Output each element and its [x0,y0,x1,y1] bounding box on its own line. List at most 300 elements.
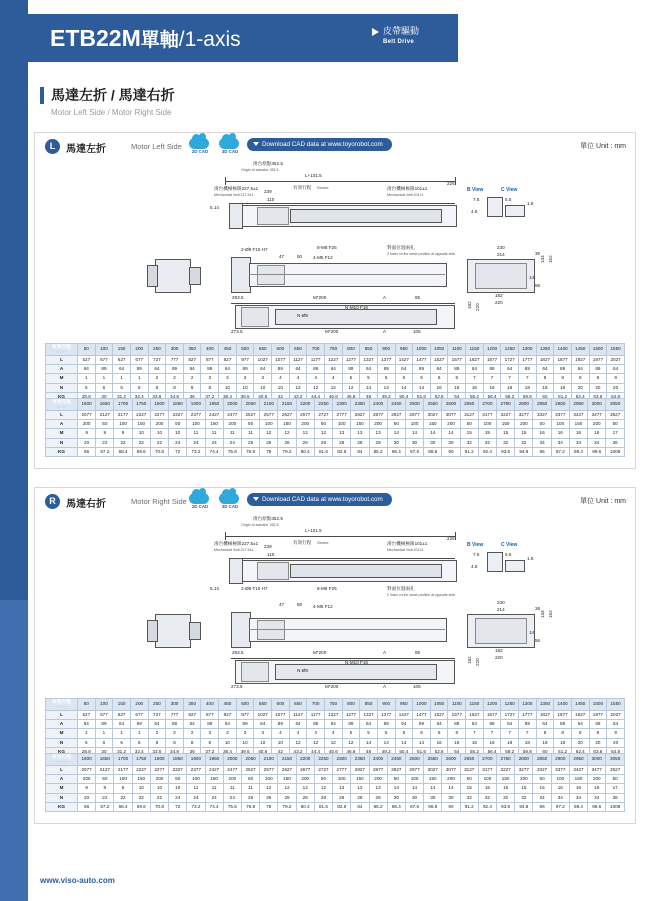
table-cell: 64 [254,365,272,374]
table-column-header: 1400 [554,699,572,711]
table-cell: 12 [260,429,278,438]
dim-4-5: 4.5 [471,209,478,214]
table-cell: 8 [571,374,589,383]
table-column-header: 700 [307,344,325,356]
table-cell: 28.8 [78,747,96,756]
table-cell: 2 [166,374,184,383]
table-cell: 67.2 [96,802,114,811]
table-row [46,775,625,784]
table-row [46,729,625,738]
dim-stroke-cn: 有效行程 [293,540,312,545]
technical-drawing-right [35,514,635,694]
table-cell: 14 [395,383,413,392]
dim-226: 226 [447,181,455,186]
table-cell: 2327 [169,411,187,420]
dim-293-5: 293.5 [232,295,244,300]
table-cell: 5 [395,374,413,383]
table-cell: 150 [424,775,442,784]
dim-5-5: 5.5 [505,197,512,202]
cad-2d-icon[interactable] [187,493,213,509]
table-cell: 2477 [223,411,241,420]
table-cell: 2777 [333,411,351,420]
table-column-header: 2850 [533,754,551,766]
table-column-header: 1050 [430,344,448,356]
table-cell: 64 [113,365,131,374]
table-cell: 12 [324,738,342,747]
table-column-header: 1950 [205,399,223,411]
table-column-header: 400 [201,344,219,356]
table-cell: 26 [260,438,278,447]
table-cell: 11 [241,429,259,438]
table-cell: 34 [569,793,587,802]
table-column-header: 900 [377,699,395,711]
table-cell: 1527 [430,711,448,720]
table-cell: 43.2 [289,392,307,401]
table-column-header: 3050 [606,399,625,411]
table-cell: 6 [413,374,431,383]
table-column-header: 2500 [405,754,423,766]
table-cell: 68.4 [114,447,132,456]
table-cell: 4 [324,374,342,383]
table-cell: 2077 [78,411,96,420]
table-column-header: 550 [254,344,272,356]
table-cell: 45.6 [324,392,342,401]
table-cell: 92.4 [478,447,496,456]
table-cell: 100 [478,420,496,429]
table-cell: 200 [442,775,460,784]
table-cell: 14 [405,429,423,438]
table-cell: 13 [333,429,351,438]
table-cell: 50 [533,775,551,784]
table-cell: 42 [272,747,290,756]
table-cell: 3227 [497,411,515,420]
table-cell: 32.4 [130,392,148,401]
cad-3d-label: 3D CAD [221,504,239,509]
table-cell: 100 [187,775,205,784]
table-column-header: 450 [219,344,237,356]
title-cn: 單軸 [140,30,179,51]
dim-110: 110 [267,552,275,557]
table-cell: 20 [589,738,607,747]
table-cell: 1008 [606,447,625,456]
dim-14: 14 [529,275,535,280]
table-cell: 22 [132,793,150,802]
table-cell: 26 [260,793,278,802]
table-cell: 2277 [150,766,168,775]
table-column-header: 1250 [501,344,519,356]
table-cell: 14 [387,784,405,793]
table-cell: 2977 [405,411,423,420]
dim-182: 182 [495,648,503,653]
dim-56: 56 [535,638,541,643]
table-cell: 50 [387,775,405,784]
table-cell: 2127 [96,766,114,775]
table-cell: 6 [78,738,96,747]
spec-table-2 [45,753,625,812]
table-row-label: N [46,383,78,392]
table-column-header: 2150 [278,399,296,411]
table-cell: 16 [551,784,569,793]
table-cell: 2 [183,729,201,738]
table-cell: 28 [333,438,351,447]
table-column-header: 1600 [78,754,96,766]
table-cell: 15 [497,429,515,438]
table-cell: 40.8 [254,747,272,756]
table-column-header: 2700 [478,754,496,766]
table-cell: 64 [289,720,307,729]
dim-note-en: 2 holes on the same position at opposite side. [387,593,456,597]
table-cell: 8 [166,738,184,747]
download-cad-button[interactable] [247,138,392,151]
download-cad-button[interactable] [247,493,392,506]
table-column-header: 2950 [569,399,587,411]
dim-limit2-en: Mechanical limit 101±1 [387,193,424,197]
table-cell: 28 [369,793,387,802]
table-cell: 8 [166,383,184,392]
table-row-header: 有效行程 Stroke [46,399,78,411]
table-cell: 100 [405,420,423,429]
table-cell: 7 [466,374,484,383]
table-cell: 200 [78,775,96,784]
table-column-header: 1200 [483,344,501,356]
table-cell: 7 [519,729,537,738]
dim-limit-cn: 滑台機械極限227.5±1 [214,186,259,191]
table-row-label: L [46,411,78,420]
table-cell: 2727 [314,411,332,420]
table-cell: 12 [314,429,332,438]
dim-85: 85 [415,295,421,300]
table-cell: 36 [606,793,625,802]
table-column-header: 900 [377,344,395,356]
table-column-header: 650 [289,344,307,356]
table-column-header: 1700 [114,754,132,766]
table-column-header: 1500 [589,699,607,711]
table-cell: 24 [223,793,241,802]
table-cell: 9 [96,784,114,793]
table-cell: 827 [183,711,201,720]
table-cell: 1077 [272,711,290,720]
table-row [46,766,625,775]
table-cell: 1627 [466,711,484,720]
table-cell: 37.2 [201,392,219,401]
table-cell: 8 [536,729,554,738]
dim-56: 56 [535,283,541,288]
table-cell: 30 [442,438,460,447]
table-cell: 64 [183,720,201,729]
table-row [46,447,625,456]
table-cell: 8 [554,374,572,383]
dim-226: 226 [447,536,455,541]
table-cell: 14 [424,429,442,438]
cad-2d-icon[interactable] [187,138,213,154]
dim-182: 182 [495,293,503,298]
table-cell: 2627 [278,411,296,420]
table-cell: 82.8 [333,447,351,456]
table-column-header: 2100 [260,754,278,766]
dim-273-5: 273.5 [231,329,243,334]
table-cell: 64 [360,365,378,374]
table-column-header: 600 [272,344,290,356]
table-cell: 9 [114,784,132,793]
table-cell: 89 [166,365,184,374]
table-cell: 100 [260,775,278,784]
table-column-header: 1150 [466,699,484,711]
table-cell: 18 [501,738,519,747]
table-cell: 1277 [342,711,360,720]
table-column-header: 400 [201,699,219,711]
table-cell: 64 [148,720,166,729]
table-cell: 88.8 [424,447,442,456]
dim-50: 50 [297,254,303,259]
table-cell: 94.8 [515,802,533,811]
table-cell: 28 [369,438,387,447]
title-en: /1-axis [178,28,241,51]
dim-220: 220 [495,300,503,305]
table-cell: 3077 [442,766,460,775]
dim-7-5: 7.5 [473,197,480,202]
table-cell: 89 [448,365,466,374]
table-row [46,383,625,392]
table-row-label: N [46,793,78,802]
table-cell: 2827 [351,766,369,775]
table-cell: 50 [460,420,478,429]
table-cell: 44.4 [307,392,325,401]
table-cell: 84 [351,802,369,811]
table-cell: 14 [377,383,395,392]
table-cell: 1 [95,374,113,383]
table-cell: 15 [515,784,533,793]
table-cell: 34.8 [166,392,184,401]
table-cell: 2477 [223,766,241,775]
table-cell: 50 [169,420,187,429]
table-cell: 200 [442,420,460,429]
table-cell: 64 [430,365,448,374]
table-cell: 200 [78,420,96,429]
table-cell: 18 [536,738,554,747]
table-cell: 200 [296,420,314,429]
table-cell: 15 [460,429,478,438]
table-cell: 3 [201,729,219,738]
table-cell: 64 [466,365,484,374]
table-cell: 1427 [395,711,413,720]
table-cell: 14 [442,429,460,438]
table-cell: 1927 [571,356,589,365]
panel-header [35,133,635,159]
table-cell: 89 [272,365,290,374]
table-cell: 63.6 [589,747,607,756]
table-column-header: 2750 [497,399,515,411]
table-column-header: 300 [166,344,184,356]
table-cell: 30 [405,793,423,802]
table-column-header: 1650 [96,399,114,411]
table-cell: 22 [96,438,114,447]
table-cell: 100 [187,420,205,429]
table-cell: 89 [519,365,537,374]
table-column-header: 250 [148,699,166,711]
panel-badge: R [45,494,60,509]
dim-134: 134 [540,255,545,263]
table-cell: 8 [571,729,589,738]
cad-3d-icon[interactable] [217,493,243,509]
table-cell: 64 [466,720,484,729]
table-cell: 8 [130,738,148,747]
table-cell: 76.8 [241,447,259,456]
table-cell: 28 [333,793,351,802]
table-cell: 50 [96,775,114,784]
table-cell: 3527 [606,766,625,775]
table-cell: 2527 [241,766,259,775]
table-cell: 64 [219,365,237,374]
b-view-label: B View [467,187,484,193]
table-cell: 50 [96,420,114,429]
cad-icons [187,490,247,514]
table-cell: 26 [278,438,296,447]
table-cell: 89 [377,720,395,729]
dim-1-8: 1.8 [527,556,534,561]
table-column-header: 2550 [424,754,442,766]
table-cell: 42 [272,392,290,401]
table-cell: 86.4 [387,447,405,456]
dim-134: 134 [540,610,545,618]
dim-note-cn: 對面位置兩孔 [387,245,415,250]
table-cell: 49.2 [377,747,395,756]
table-column-header: 800 [342,344,360,356]
table-cell: 1 [113,729,131,738]
table-cell: 977 [236,356,254,365]
table-cell: 12 [314,784,332,793]
table-cell: 2727 [314,766,332,775]
drive-type-cn: 皮帶驅動 [383,26,420,36]
table-cell: 1777 [519,356,537,365]
table-cell: 73.2 [187,447,205,456]
section-title-en: Motor Left Side / Motor Right Side [51,108,172,117]
table-cell: 89 [307,365,325,374]
table-column-header: 2300 [333,399,351,411]
table-cell: 34 [533,438,551,447]
table-cell: 18 [501,383,519,392]
table-row [46,420,625,429]
table-cell: 2977 [405,766,423,775]
table-cell: 81.6 [314,802,332,811]
table-cell: 13 [369,784,387,793]
table-cell: 64 [607,365,625,374]
table-cell: 3227 [497,766,515,775]
table-cell: 1227 [324,356,342,365]
table-cell: 1727 [501,711,519,720]
cad-3d-icon[interactable] [217,138,243,154]
table-cell: 4 [307,374,325,383]
table-cell: 36 [183,392,201,401]
table-cell: 16 [448,383,466,392]
table-column-header: 700 [307,699,325,711]
table-column-header: 1400 [554,344,572,356]
table-cell: 54 [448,747,466,756]
dim-stroke-en: Stroke [317,540,329,545]
table-column-header: 1450 [571,344,589,356]
dim-limit-en: Mechanical limit 227.5±1 [214,193,254,197]
table-cell: 34 [588,438,606,447]
dim-holes3: 4-M5 F12 [313,255,333,260]
table-cell: 22 [96,793,114,802]
table-cell: 100 [114,775,132,784]
table-cell: 50 [314,775,332,784]
table-cell: 2327 [169,766,187,775]
table-cell: 1327 [360,711,378,720]
table-cell: 2577 [260,766,278,775]
table-cell: 50 [606,420,625,429]
left-accent-bar-lower [0,600,28,901]
table-cell: 38.4 [219,747,237,756]
dim-note-en: 2 holes on the same position at opposite side. [387,252,456,256]
table-cell: 3477 [588,411,606,420]
table-cell: 64 [148,365,166,374]
dim-230: 230 [497,600,505,605]
table-cell: 66 [78,802,96,811]
table-column-header: 2800 [515,399,533,411]
table-cell: 150 [497,775,515,784]
table-column-header: 1850 [169,399,187,411]
section-title [40,85,175,117]
table-cell: 527 [78,711,96,720]
dim-holes4: N-Ø9 [297,668,308,673]
table-cell: 78 [260,447,278,456]
panel-header [35,488,635,514]
unit-label: 單位 Unit : mm [580,143,626,150]
table-cell: 76.8 [241,802,259,811]
table-cell: 1327 [360,356,378,365]
panel-title-en: Motor Left Side [131,142,182,151]
dim-A2: A [383,684,387,689]
table-cell: 4 [289,374,307,383]
table-cell: 70.8 [150,802,168,811]
section-accent [40,87,44,104]
table-cell: 13 [351,784,369,793]
table-cell: 2 [148,374,166,383]
table-cell: 1 [113,374,131,383]
table-row-header: 有效行程 Stroke [46,754,78,766]
table-cell: 4 [324,729,342,738]
table-column-header: 1650 [96,754,114,766]
table-cell: 54 [448,392,466,401]
table-cell: 75.6 [223,802,241,811]
table-cell: 11 [241,784,259,793]
table-column-header: 1700 [114,399,132,411]
table-cell: 3 [219,729,237,738]
table-cell: 22 [114,438,132,447]
table-row [46,411,625,420]
table-column-header: 1000 [413,699,431,711]
spec-table-1 [45,698,625,757]
table-cell: 28 [351,438,369,447]
table-cell: 16 [588,784,606,793]
table-cell: 1927 [571,711,589,720]
table-cell: 6 [95,383,113,392]
table-cell: 6 [78,383,96,392]
footer-website: www.viso-auto.com [40,876,115,885]
table-cell: 50 [241,775,259,784]
table-cell: 150 [569,420,587,429]
table-column-header: 1200 [483,699,501,711]
table-cell: 89 [483,720,501,729]
table-cell: 12 [342,738,360,747]
table-column-header: 250 [148,344,166,356]
table-cell: 677 [130,711,148,720]
table-cell: 7 [519,374,537,383]
table-cell: 2677 [296,766,314,775]
table-column-header: 1550 [607,344,625,356]
table-cell: 2427 [205,411,223,420]
table-cell: 16 [533,784,551,793]
